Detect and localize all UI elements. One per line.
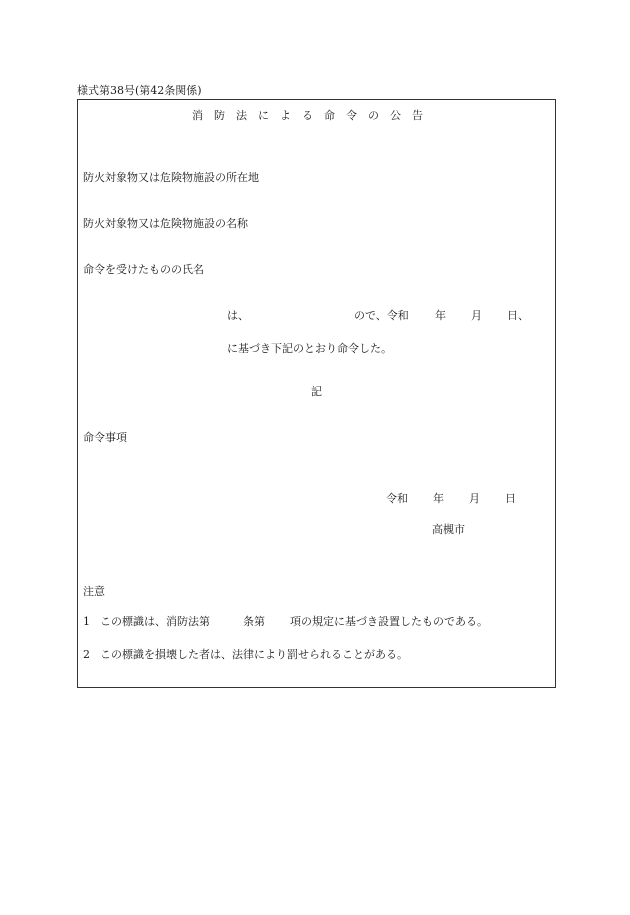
note-1-number: 1 xyxy=(83,615,90,628)
issue-date-day: 日 xyxy=(505,492,516,505)
location-label: 防火対象物又は危険物施設の所在地 xyxy=(83,171,259,184)
order-items-label: 命令事項 xyxy=(83,431,127,444)
statement-day: 日、 xyxy=(507,309,529,322)
issuer: 高槻市 xyxy=(432,523,465,536)
facility-name-label: 防火対象物又は危険物施設の名称 xyxy=(83,217,248,230)
issue-date-year: 年 xyxy=(433,492,444,505)
note-2-text: この標識を損壊した者は、法律により罰せられることがある。 xyxy=(100,648,408,661)
note-1-part1: この標識は、消防法第 xyxy=(100,615,210,628)
form-number: 様式第38号(第42条関係) xyxy=(77,84,202,97)
note-1-part3: 項の規定に基づき設置したものである。 xyxy=(290,615,488,628)
statement-month: 月 xyxy=(471,309,482,322)
issue-date-era: 令和 xyxy=(386,492,408,505)
statement-wa: は、 xyxy=(227,309,249,322)
statement-node-reiwa: ので、令和 xyxy=(354,309,409,322)
note-2-number: 2 xyxy=(83,648,90,661)
note-1-part2: 条第 xyxy=(243,615,265,628)
ki-heading: 記 xyxy=(311,385,322,398)
issue-date-month: 月 xyxy=(469,492,480,505)
notes-heading: 注意 xyxy=(83,585,105,598)
statement-year: 年 xyxy=(435,309,446,322)
statement-line2: に基づき下記のとおり命令した。 xyxy=(227,342,392,355)
recipient-name-label: 命令を受けたものの氏名 xyxy=(83,263,204,276)
document-title: 消防法による命令の公告 xyxy=(192,109,434,122)
